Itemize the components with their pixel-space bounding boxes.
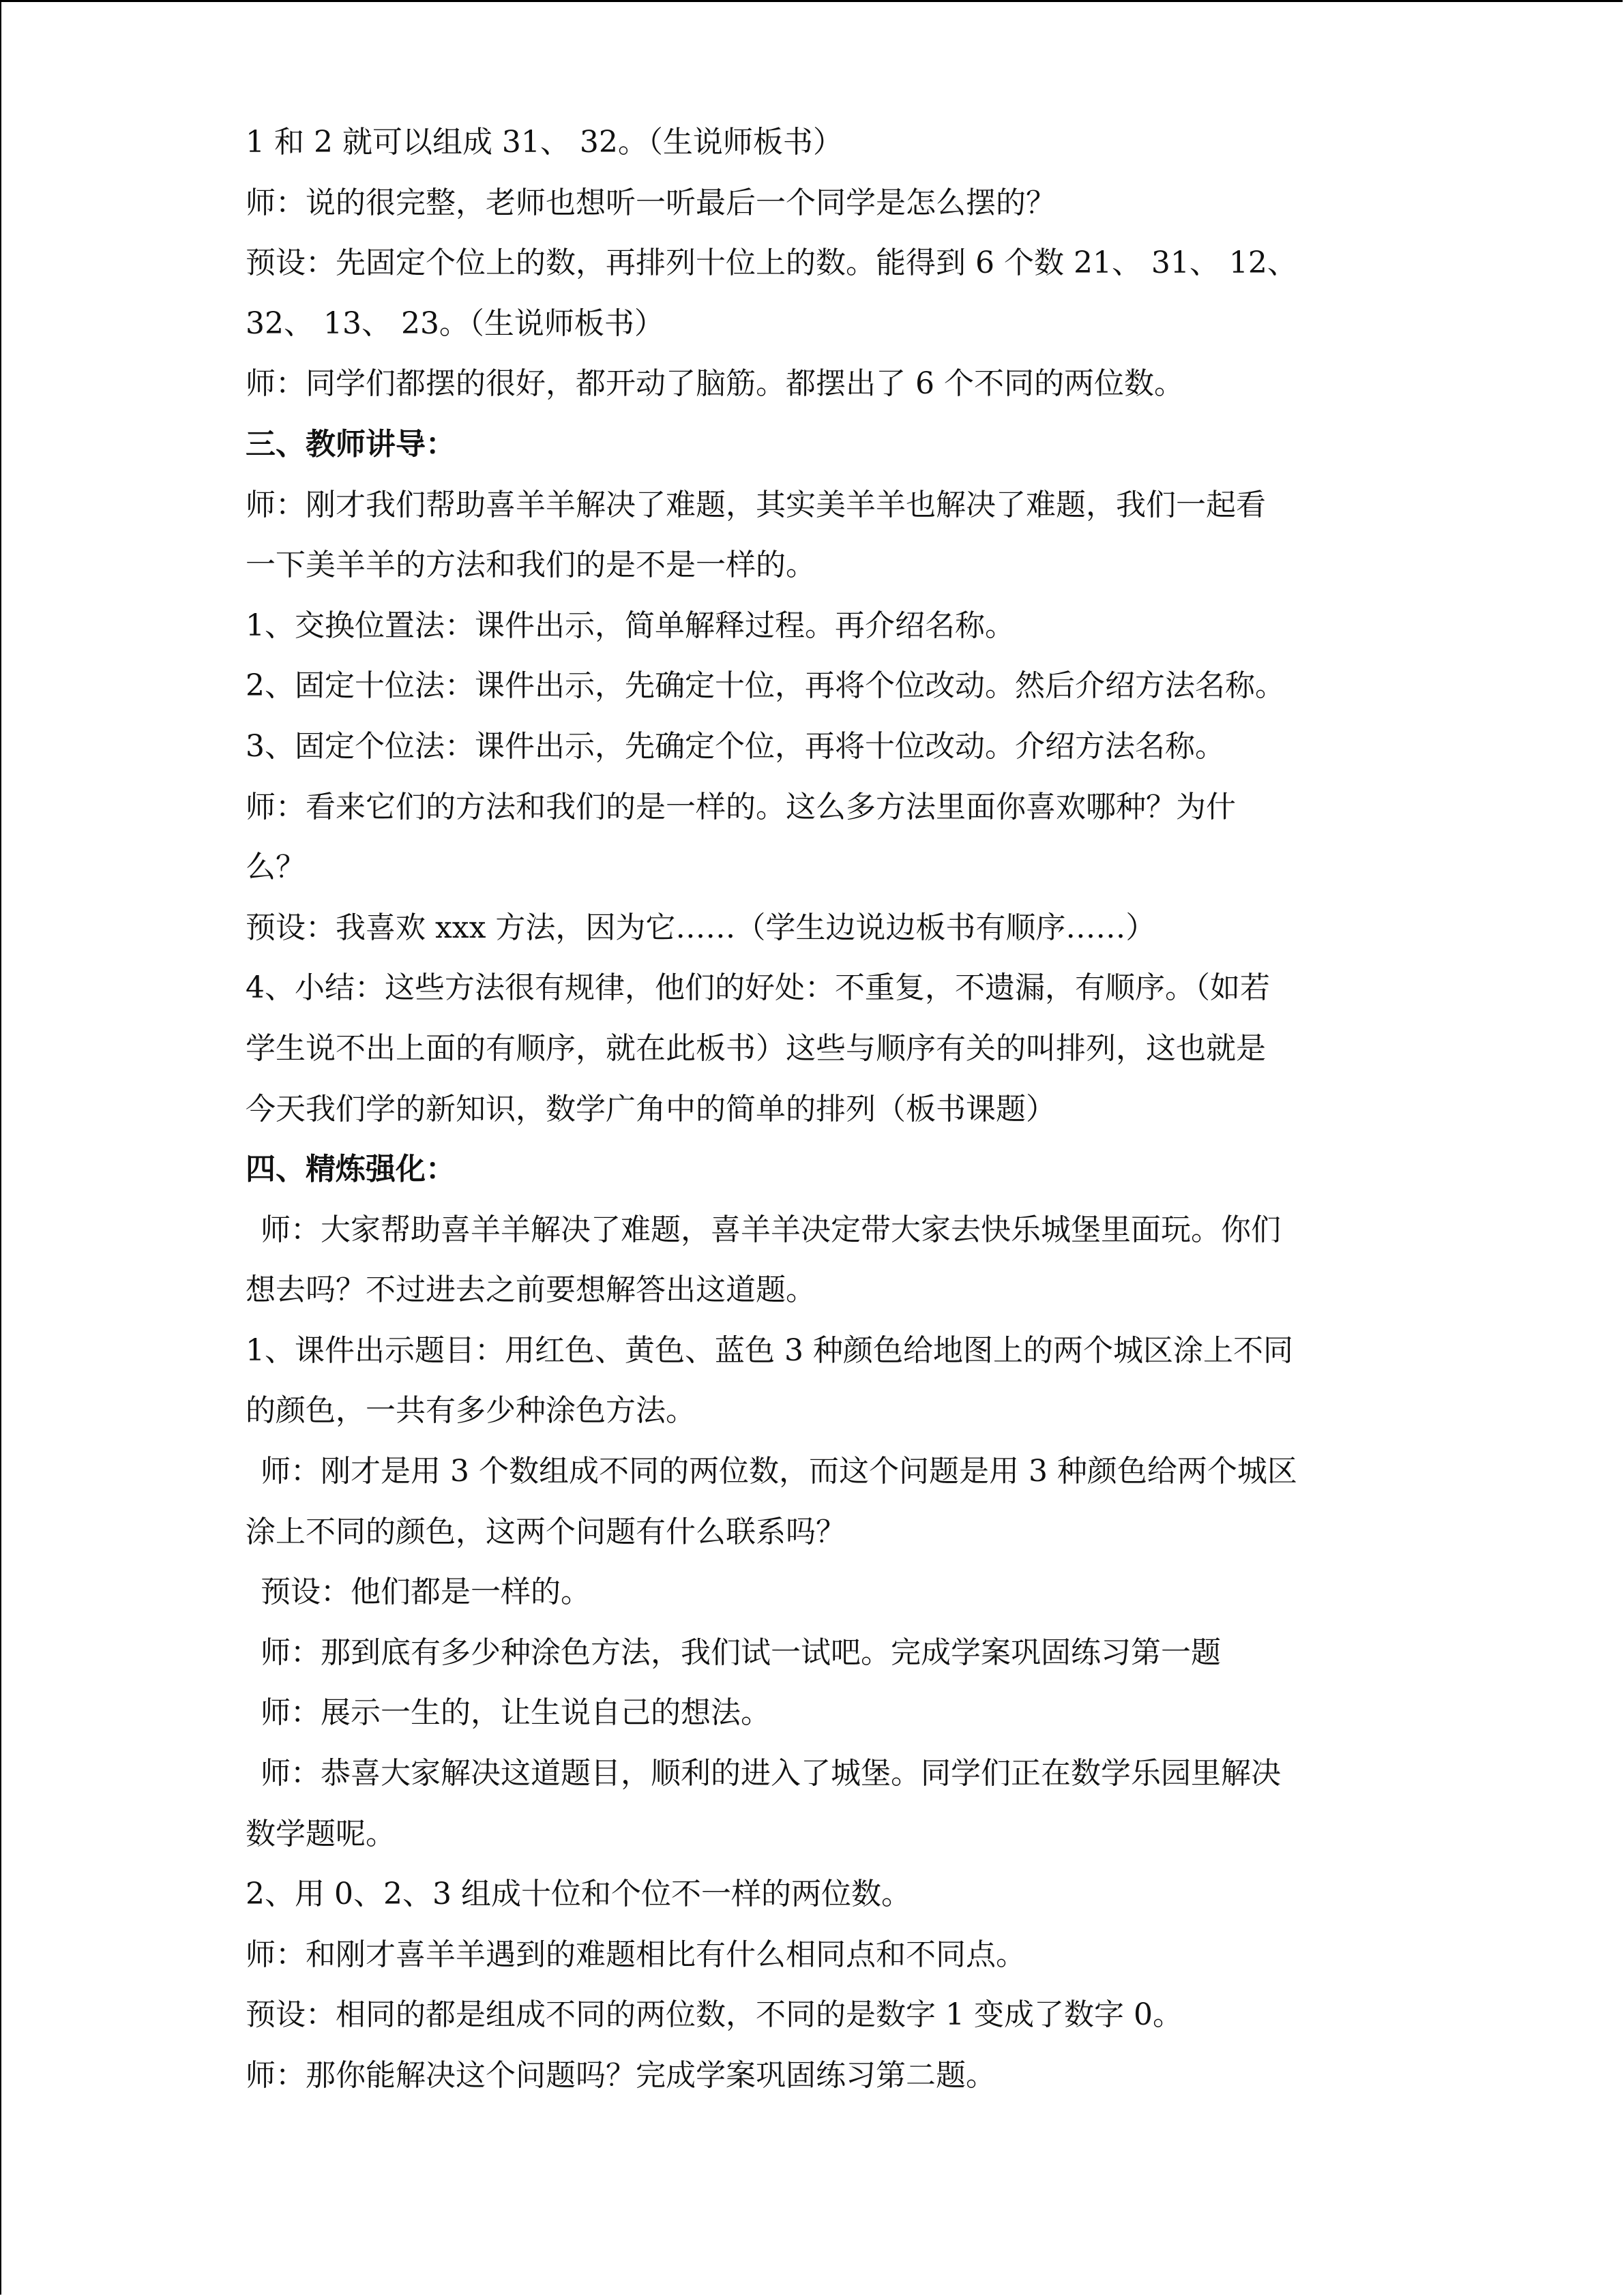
text-line: 师：看来它们的方法和我们的是一样的。这么多方法里面你喜欢哪种？为什 bbox=[246, 789, 1236, 824]
text-line: 师：那到底有多少种涂色方法，我们试一试吧。完成学案巩固练习第一题 bbox=[261, 1635, 1221, 1670]
text-line: 4、小结：这些方法很有规律，他们的好处：不重复，不遗漏，有顺序。（如若 bbox=[246, 970, 1270, 1006]
text-line: 师：和刚才喜羊羊遇到的难题相比有什么相同点和不同点。 bbox=[246, 1937, 1026, 1972]
text-line: 师：展示一生的，让生说自己的想法。 bbox=[261, 1695, 771, 1731]
text-line: 今天我们学的新知识，数学广角中的简单的排列（板书课题） bbox=[246, 1091, 1056, 1127]
text-line: 预设：我喜欢 xxx 方法，因为它……（学生边说边板书有顺序……） bbox=[246, 910, 1156, 945]
text-line: 预设：相同的都是组成不同的两位数，不同的是数字 1 变成了数字 0。 bbox=[246, 1997, 1183, 2033]
document-body bbox=[246, 113, 1378, 2106]
text-line: 的颜色，一共有多少种涂色方法。 bbox=[246, 1393, 696, 1429]
text-line: 一下美羊羊的方法和我们的是不是一样的。 bbox=[246, 548, 816, 583]
text-line: 1、交换位置法：课件出示，简单解释过程。再介绍名称。 bbox=[246, 608, 1015, 643]
text-line: 师：恭喜大家解决这道题目，顺利的进入了城堡。同学们正在数学乐园里解决 bbox=[261, 1756, 1281, 1791]
text-line: 师：刚才是用 3 个数组成不同的两位数，而这个问题是用 3 种颜色给两个城区 bbox=[261, 1454, 1297, 1489]
text-line: 师：那你能解决这个问题吗？完成学案巩固练习第二题。 bbox=[246, 2058, 996, 2093]
text-line: 师：大家帮助喜羊羊解决了难题，喜羊羊决定带大家去快乐城堡里面玩。你们 bbox=[261, 1212, 1281, 1247]
section-heading: 三、教师讲导： bbox=[246, 426, 456, 462]
text-line: 2、用 0、2、3 组成十位和个位不一样的两位数。 bbox=[246, 1877, 911, 1912]
text-line: 2、固定十位法：课件出示，先确定十位，再将个位改动。然后介绍方法名称。 bbox=[246, 668, 1285, 704]
text-line: 3、固定个位法：课件出示，先确定个位，再将十位改动。介绍方法名称。 bbox=[246, 728, 1225, 764]
text-line: 想去吗？不过进去之前要想解答出这道题。 bbox=[246, 1272, 816, 1308]
text-line: 数学题呢。 bbox=[246, 1816, 396, 1851]
text-line: 1、课件出示题目：用红色、黄色、蓝色 3 种颜色给地图上的两个城区涂上不同 bbox=[246, 1332, 1293, 1368]
text-line: 师：刚才我们帮助喜羊羊解决了难题，其实美羊羊也解决了难题，我们一起看 bbox=[246, 487, 1266, 522]
text-line: 预设：先固定个位上的数，再排列十位上的数。能得到 6 个数 21、 31、 12、 bbox=[246, 245, 1297, 281]
text-line: 么？ bbox=[246, 850, 306, 885]
text-line: 1 和 2 就可以组成 31、 32。（生说师板书） bbox=[246, 125, 843, 160]
text-line: 涂上不同的颜色，这两个问题有什么联系吗？ bbox=[246, 1514, 846, 1549]
text-line: 预设：他们都是一样的。 bbox=[261, 1575, 591, 1610]
text-line: 32、 13、 23。（生说师板书） bbox=[246, 305, 664, 341]
section-heading: 四、精炼强化： bbox=[246, 1152, 456, 1187]
text-line: 师：同学们都摆的很好，都开动了脑筋。都摆出了 6 个不同的两位数。 bbox=[246, 366, 1184, 402]
text-line: 师：说的很完整，老师也想听一听最后一个同学是怎么摆的？ bbox=[246, 185, 1056, 220]
text-line: 学生说不出上面的有顺序，就在此板书）这些与顺序有关的叫排列，这也就是 bbox=[246, 1030, 1266, 1066]
